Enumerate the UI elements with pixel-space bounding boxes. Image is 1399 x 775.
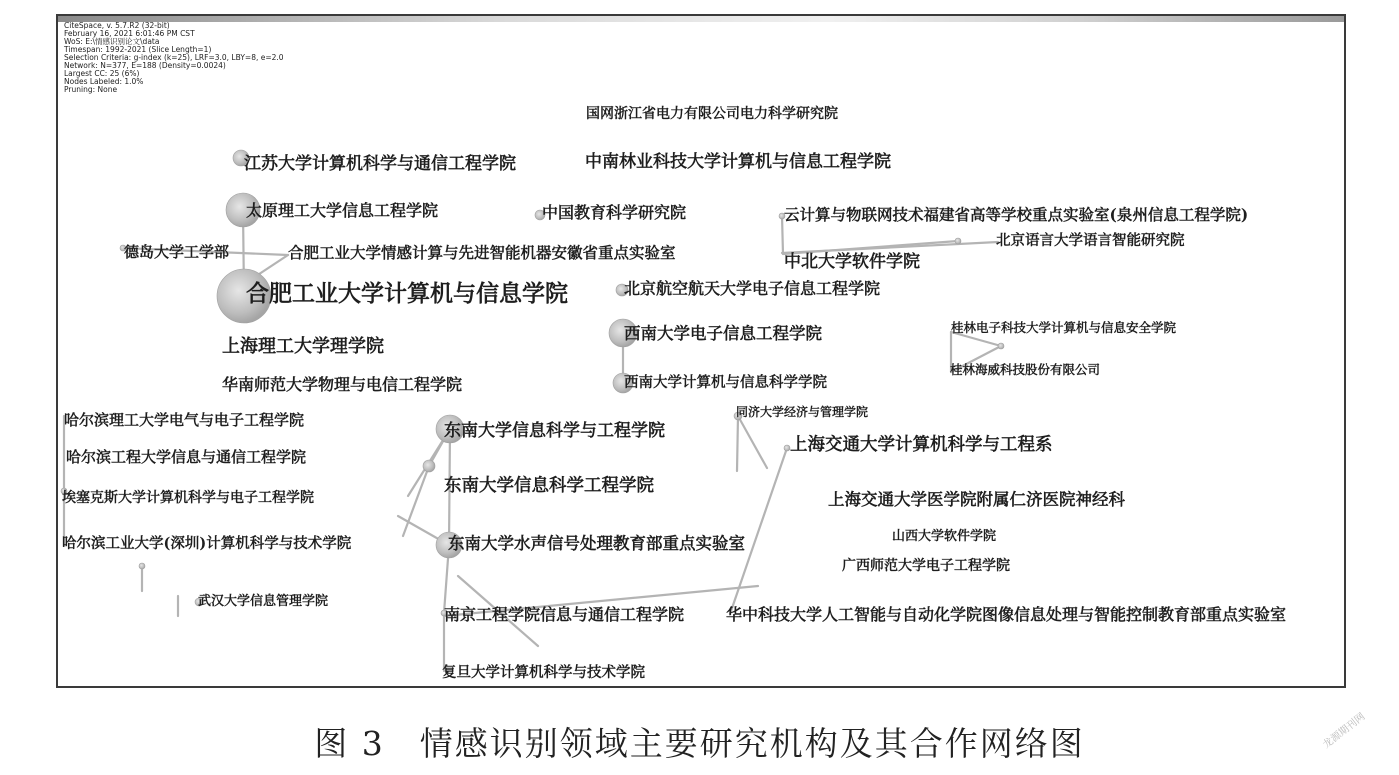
info-line: February 16, 2021 6:01:46 PM CST <box>64 29 195 38</box>
institution-node[interactable] <box>423 460 435 472</box>
node-label[interactable]: 复旦大学计算机科学与技术学院 <box>442 664 645 681</box>
node-label[interactable]: 哈尔滨理工大学电气与电子工程学院 <box>64 411 305 429</box>
node-label[interactable]: 江苏大学计算机科学与通信工程学院 <box>244 154 516 174</box>
info-line: Nodes Labeled: 1.0% <box>64 77 144 86</box>
node-label[interactable]: 北京语言大学语言智能研究院 <box>996 232 1185 249</box>
node-label[interactable]: 桂林电子科技大学计算机与信息安全学院 <box>951 320 1177 335</box>
node-label[interactable]: 中国教育科学研究院 <box>542 203 687 222</box>
node-label[interactable]: 华南师范大学物理与电信工程学院 <box>222 375 463 394</box>
node-label[interactable]: 山西大学软件学院 <box>892 529 997 544</box>
info-line: Largest CC: 25 (6%) <box>64 69 140 78</box>
institution-node[interactable] <box>955 238 961 244</box>
node-label[interactable]: 南京工程学院信息与通信工程学院 <box>444 605 685 624</box>
node-label[interactable]: 西南大学计算机与信息科学学院 <box>624 374 827 391</box>
network-canvas <box>56 14 1346 688</box>
node-label[interactable]: 国网浙江省电力有限公司电力科学研究院 <box>586 106 838 122</box>
node-label[interactable]: 德岛大学工学部 <box>124 243 230 261</box>
node-label[interactable]: 合肥工业大学计算机与信息学院 <box>246 280 568 307</box>
watermark: 龙源期刊网 <box>1321 711 1368 751</box>
node-label[interactable]: 上海交通大学医学院附属仁济医院神经科 <box>828 490 1125 509</box>
node-label[interactable]: 埃塞克斯大学计算机科学与电子工程学院 <box>62 490 314 506</box>
node-label[interactable]: 桂林海威科技股份有限公司 <box>950 362 1101 377</box>
info-line: Timespan: 1992-2021 (Slice Length=1) <box>64 45 212 54</box>
node-label[interactable]: 中南林业科技大学计算机与信息工程学院 <box>585 152 891 172</box>
collaboration-edge <box>737 416 738 471</box>
node-label[interactable]: 哈尔滨工业大学(深圳)计算机科学与技术学院 <box>62 535 352 552</box>
node-label[interactable]: 东南大学信息科学与工程学院 <box>444 421 665 441</box>
node-label[interactable]: 北京航空航天大学电子信息工程学院 <box>624 279 881 298</box>
node-label[interactable]: 东南大学水声信号处理教育部重点实验室 <box>448 534 745 553</box>
institution-node[interactable] <box>998 343 1004 349</box>
info-line: Selection Criteria: g-index (k=25), LRF=3.0, LBY=8, e=2.0 <box>64 53 284 62</box>
info-line: Network: N=377, E=188 (Density=0.0024) <box>64 61 226 70</box>
figure-caption: 图 3 情感识别领域主要研究机构及其合作网络图 <box>314 724 1085 763</box>
node-label[interactable]: 中北大学软件学院 <box>784 252 920 272</box>
info-line: Pruning: None <box>64 85 118 94</box>
info-line: WoS: E:\情感识别论文\data <box>64 37 160 46</box>
node-label[interactable]: 哈尔滨工程大学信息与通信工程学院 <box>66 448 307 466</box>
citespace-info <box>64 22 284 94</box>
node-label[interactable]: 东南大学信息科学工程学院 <box>444 476 654 496</box>
node-label[interactable]: 广西师范大学电子工程学院 <box>842 558 1010 574</box>
node-label[interactable]: 华中科技大学人工智能与自动化学院图像信息处理与智能控制教育部重点实验室 <box>726 605 1287 624</box>
node-label[interactable]: 西南大学电子信息工程学院 <box>624 324 822 343</box>
info-line: CiteSpace, v. 5.7.R2 (32-bit) <box>64 21 170 30</box>
node-label[interactable]: 云计算与物联网技术福建省高等学校重点实验室(泉州信息工程学院) <box>784 205 1249 224</box>
node-label[interactable]: 上海交通大学计算机科学与工程系 <box>790 435 1053 455</box>
node-label[interactable]: 武汉大学信息管理学院 <box>198 594 329 609</box>
institution-node[interactable] <box>139 563 145 569</box>
node-label[interactable]: 同济大学经济与管理学院 <box>736 405 869 419</box>
node-label[interactable]: 上海理工大学理学院 <box>222 336 384 357</box>
collaboration-edge <box>738 416 767 468</box>
node-label[interactable]: 合肥工业大学情感计算与先进智能机器安徽省重点实验室 <box>288 243 676 262</box>
node-label[interactable]: 太原理工大学信息工程学院 <box>246 201 439 220</box>
collaboration-edge <box>782 216 783 254</box>
